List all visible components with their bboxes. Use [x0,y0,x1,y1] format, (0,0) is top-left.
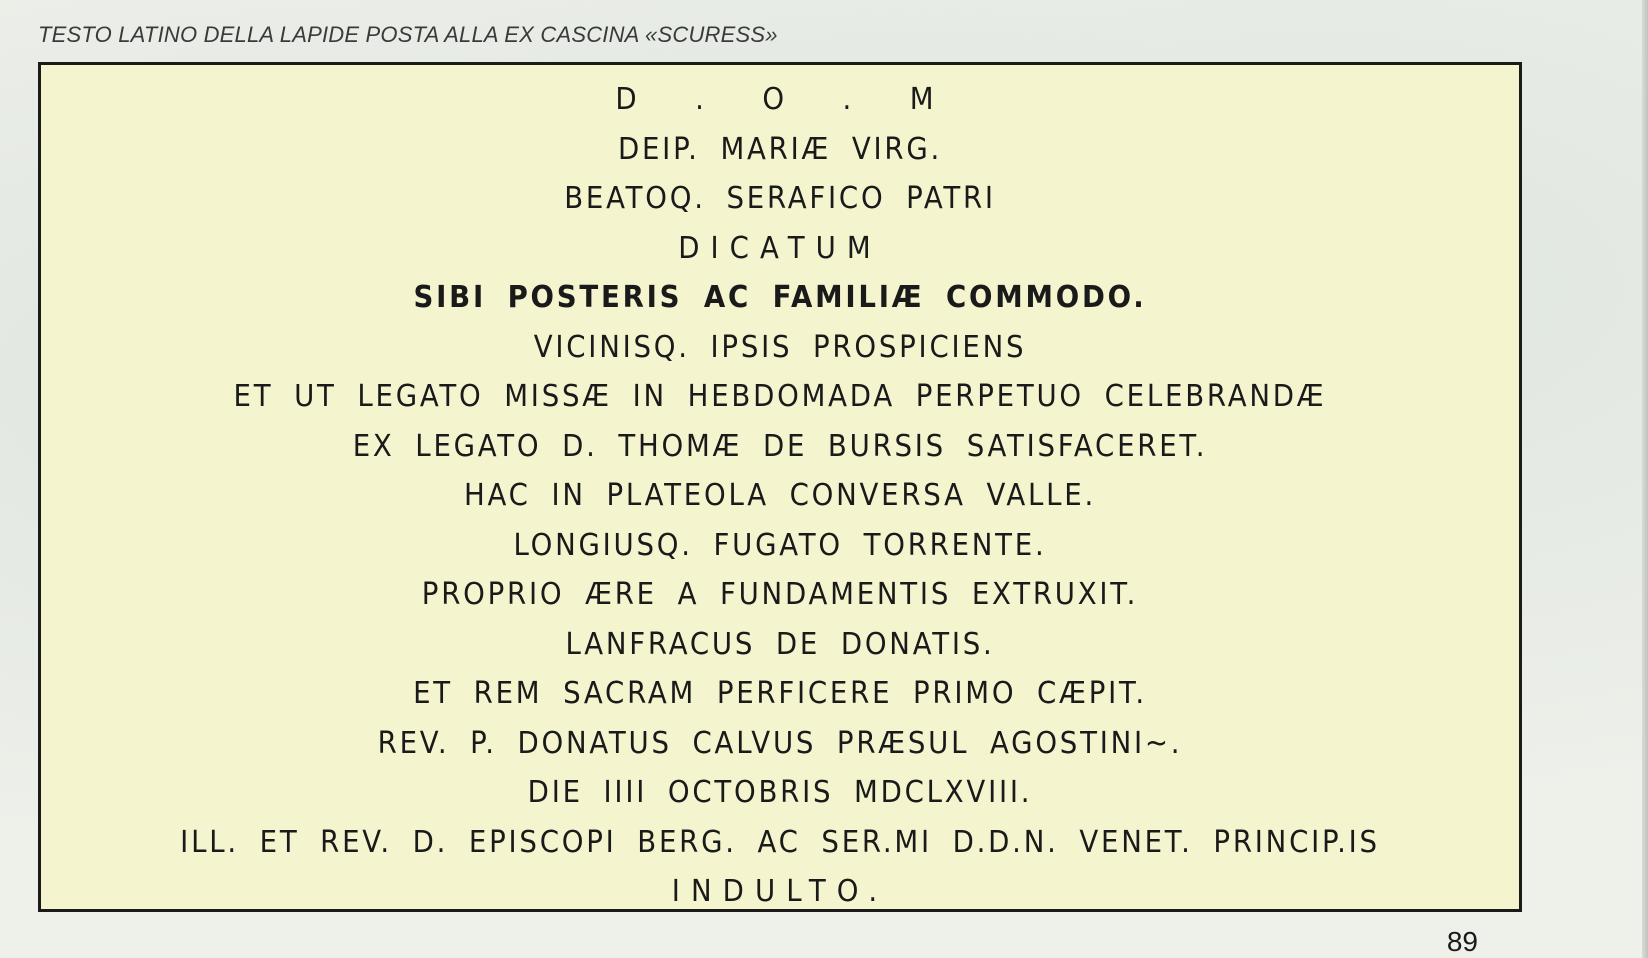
inscription-line: HAC IN PLATEOLA CONVERSA VALLE. [464,478,1096,513]
inscription-line: D . O . M [615,82,945,117]
inscription-line: ILL. ET REV. D. EPISCOPI BERG. AC SER.MI D.D.N. VENET. PRINCIP.IS [180,824,1380,860]
figure-caption: TESTO LATINO DELLA LAPIDE POSTA ALLA EX CASCINA «SCURESS» [38,22,778,47]
inscription-line: DICATUM [678,230,882,266]
inscription-line: PROPRIO ÆRE A FUNDAMENTIS EXTRUXIT. [421,577,1139,612]
inscription-line: INDULTO. [671,874,889,909]
inscription-line: LANFRACUS DE DONATIS. [565,626,995,662]
inscription-line: ET REM SACRAM PERFICERE PRIMO CÆPIT. [413,676,1147,711]
inscription-plaque [38,62,1522,912]
inscription-line: VICINISQ. IPSIS PROSPICIENS [533,329,1027,365]
inscription-line: BEATOQ. SERAFICO PATRI [564,181,996,216]
inscription-line: REV. P. DONATUS CALVUS PRÆSUL AGOSTINI~. [377,725,1183,761]
inscription-line: SIBI POSTERIS AC FAMILIÆ COMMODO. [413,280,1147,315]
page-number: 89 [1446,926,1478,957]
inscription-line: ET UT LEGATO MISSÆ IN HEBDOMADA PERPETUO CELEBRANDÆ [233,379,1327,414]
inscription-text [41,75,1519,917]
inscription-line: DIE IIII OCTOBRIS MDCLXVIII. [527,775,1033,810]
page-edge [1642,0,1648,958]
inscription-line: EX LEGATO D. THOMÆ DE BURSIS SATISFACERET. [352,428,1208,464]
inscription-line: LONGIUSQ. FUGATO TORRENTE. [513,527,1047,563]
inscription-line: DEIP. MARIÆ VIRG. [617,131,943,167]
